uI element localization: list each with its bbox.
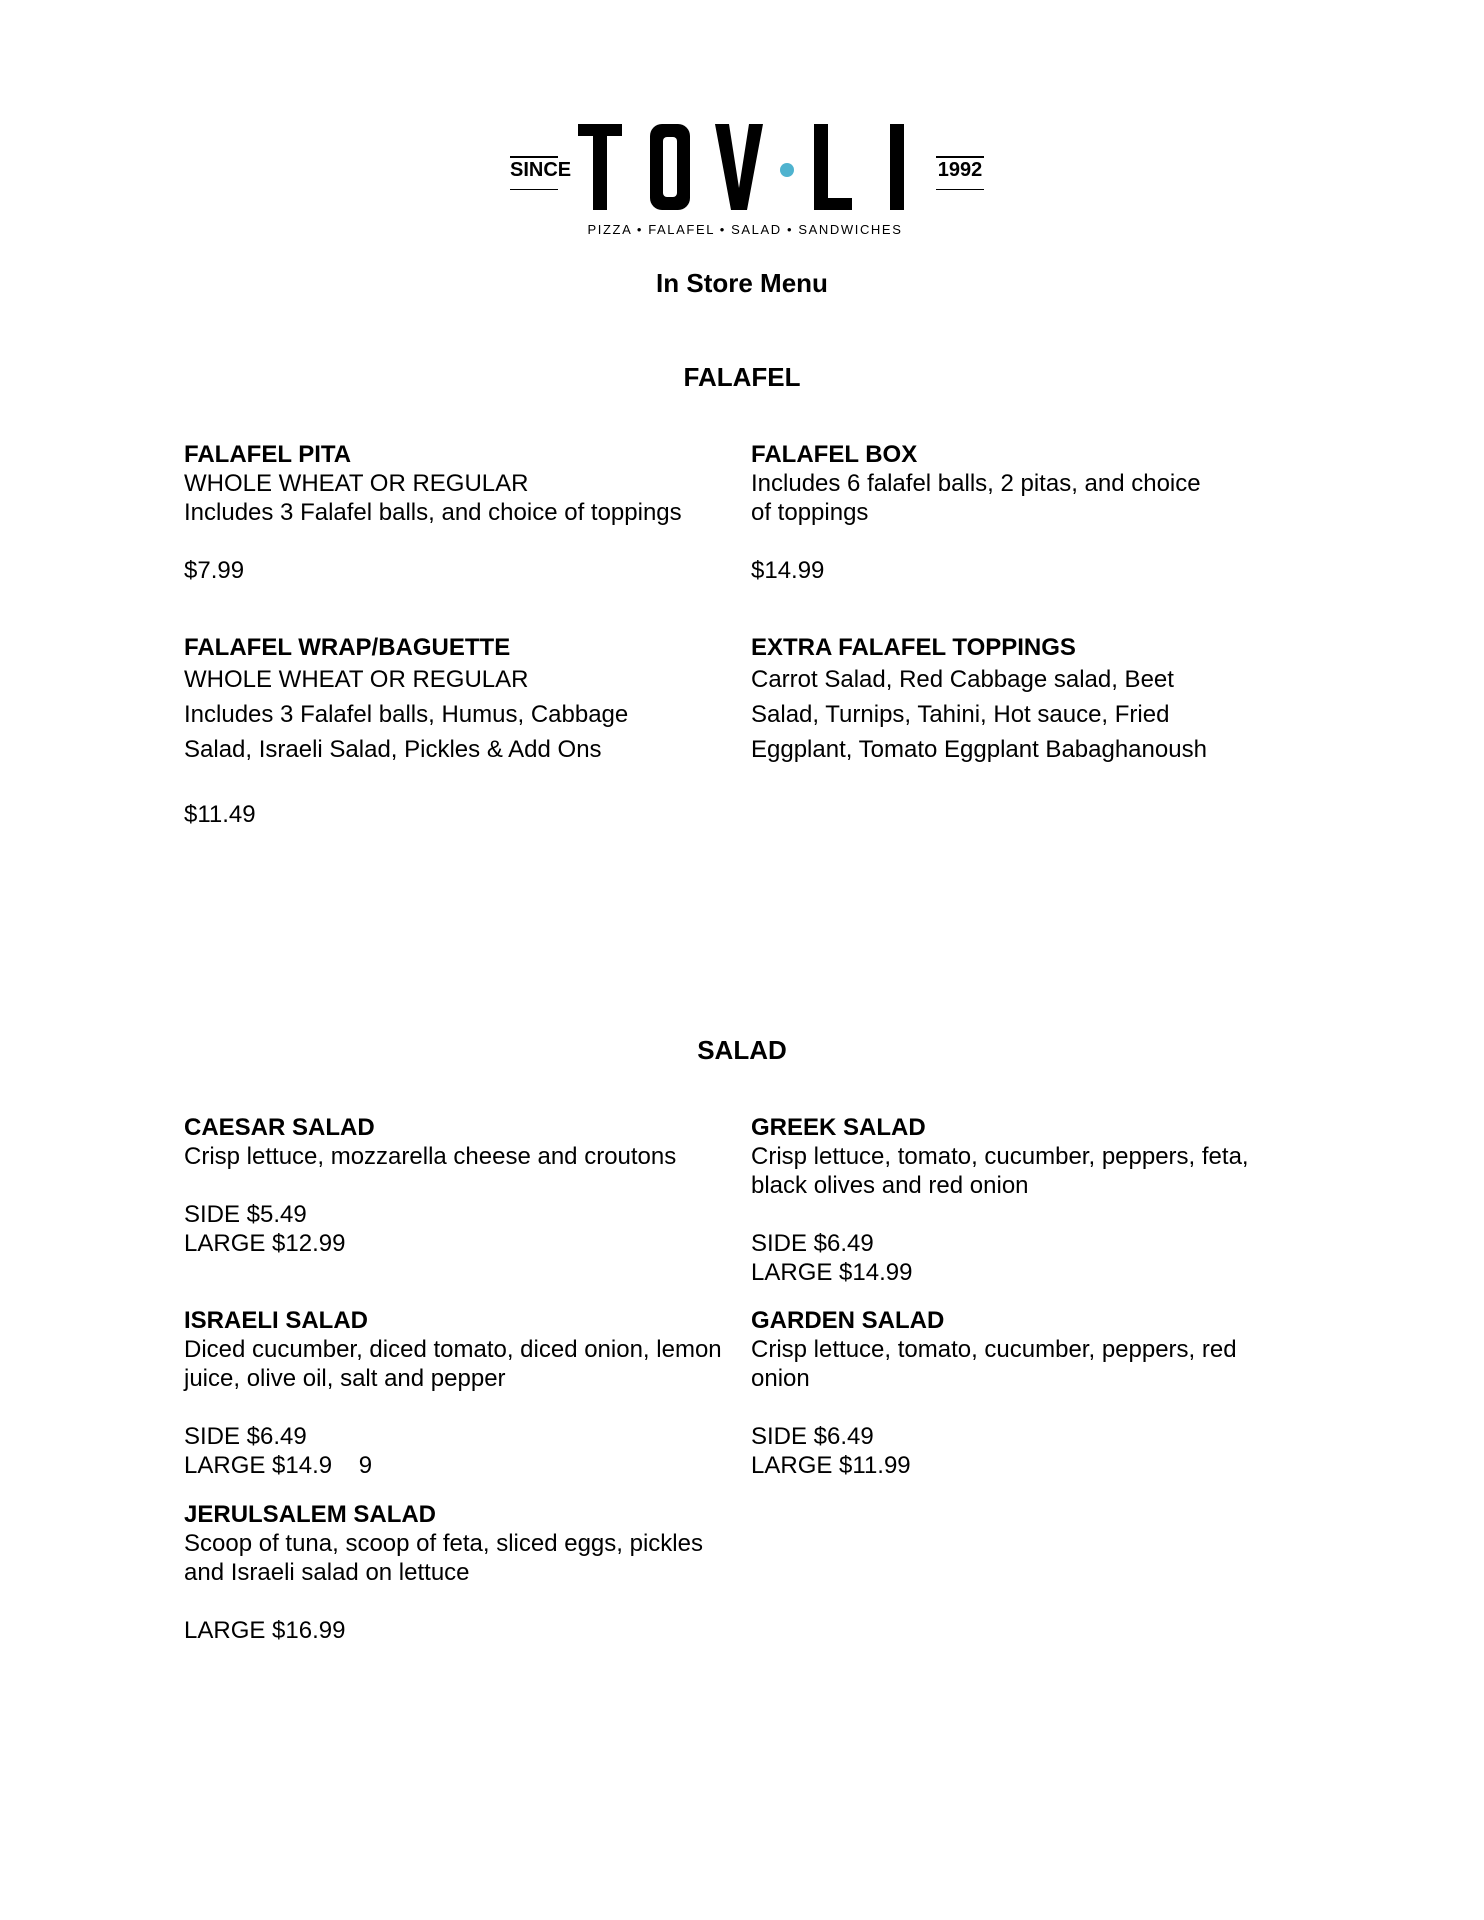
menu-item-falafel-pita: [184, 440, 724, 585]
item-desc: juice, olive oil, salt and pepper: [184, 1365, 506, 1392]
item-desc: Scoop of tuna, scoop of feta, sliced eggs, pickles: [184, 1530, 703, 1557]
item-desc: WHOLE WHEAT OR REGULAR: [184, 666, 529, 693]
logo-tagline: PIZZA • FALAFEL • SALAD • SANDWICHES: [587, 222, 903, 237]
menu-item-caesar-salad: [184, 1113, 744, 1258]
logo-wordmark: [570, 118, 926, 218]
item-name: EXTRA FALAFEL TOPPINGS: [751, 634, 1076, 661]
menu-item-falafel-wrap: [184, 633, 724, 829]
item-name: CAESAR SALAD: [184, 1114, 375, 1141]
menu-item-greek-salad: [751, 1113, 1311, 1287]
logo-year: 1992: [936, 156, 984, 190]
section-title-salad: SALAD: [697, 1035, 787, 1065]
item-desc: Crisp lettuce, tomato, cucumber, peppers, feta,: [751, 1143, 1249, 1170]
item-price: SIDE $6.49: [184, 1423, 307, 1450]
item-price: LARGE $12.99: [184, 1230, 346, 1257]
menu-item-jerusalem-salad: [184, 1500, 744, 1645]
item-price: SIDE $6.49: [751, 1230, 874, 1257]
item-price: $11.49: [184, 801, 256, 828]
item-name: GREEK SALAD: [751, 1114, 926, 1141]
item-name: JERULSALEM SALAD: [184, 1501, 437, 1528]
menu-item-israeli-salad: [184, 1306, 744, 1480]
item-desc: and Israeli salad on lettuce: [184, 1559, 470, 1586]
item-price: $14.99: [751, 557, 825, 584]
item-name: ISRAELI SALAD: [184, 1307, 369, 1334]
item-desc: of toppings: [751, 499, 869, 526]
menu-title: In Store Menu: [656, 268, 828, 298]
item-desc: Salad, Turnips, Tahini, Hot sauce, Fried: [751, 701, 1170, 728]
item-price: $7.99: [184, 557, 245, 584]
item-price: SIDE $6.49: [751, 1423, 874, 1450]
menu-item-falafel-box: [751, 440, 1291, 585]
item-name: FALAFEL PITA: [184, 441, 352, 468]
item-desc: black olives and red onion: [751, 1172, 1029, 1199]
logo-mark: [500, 118, 990, 248]
item-desc: Includes 3 Falafel balls, and choice of toppings: [184, 499, 682, 526]
menu-item-garden-salad: [751, 1306, 1311, 1480]
item-price: SIDE $5.49: [184, 1201, 307, 1228]
item-name: FALAFEL WRAP/BAGUETTE: [184, 634, 511, 661]
menu-item-extra-toppings: [751, 633, 1311, 767]
item-desc: Carrot Salad, Red Cabbage salad, Beet: [751, 666, 1174, 693]
item-desc: Salad, Israeli Salad, Pickles & Add Ons: [184, 736, 602, 763]
item-desc: Includes 6 falafel balls, 2 pitas, and choice: [751, 470, 1201, 497]
logo: [0, 118, 1484, 248]
item-desc: WHOLE WHEAT OR REGULAR: [184, 470, 529, 497]
item-price: LARGE $14.9 9: [184, 1452, 373, 1479]
logo-since: SINCE: [510, 156, 558, 190]
item-name: FALAFEL BOX: [751, 441, 918, 468]
section-title-falafel: FALAFEL: [683, 362, 801, 392]
item-desc: Crisp lettuce, tomato, cucumber, peppers, red: [751, 1336, 1237, 1363]
item-name: GARDEN SALAD: [751, 1307, 945, 1334]
item-desc: Includes 3 Falafel balls, Humus, Cabbage: [184, 701, 629, 728]
item-desc: Diced cucumber, diced tomato, diced onion, lemon: [184, 1336, 722, 1363]
item-desc: onion: [751, 1365, 810, 1392]
item-desc: Crisp lettuce, mozzarella cheese and croutons: [184, 1143, 677, 1170]
logo-dot: [780, 163, 794, 177]
item-price: LARGE $11.99: [751, 1452, 911, 1479]
item-price: LARGE $14.99: [751, 1259, 913, 1286]
item-desc: Eggplant, Tomato Eggplant Babaghanoush: [751, 736, 1207, 763]
item-price: LARGE $16.99: [184, 1617, 346, 1644]
